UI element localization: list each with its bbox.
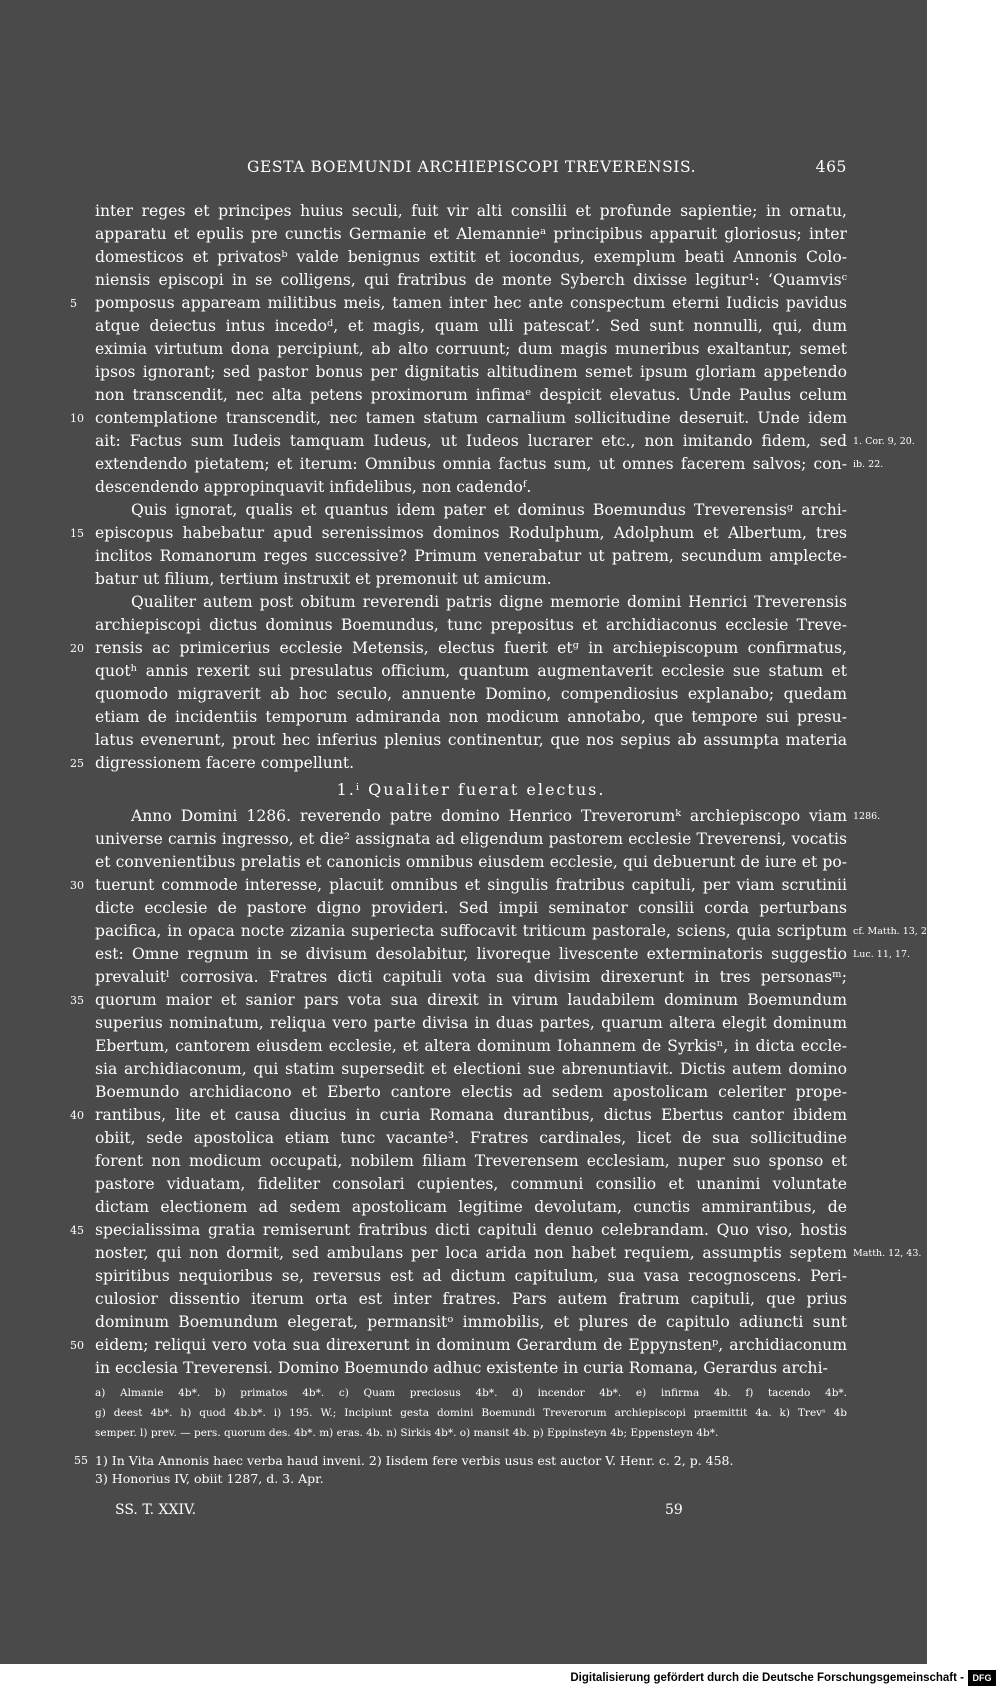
line-text: niensis episcopi in se colligens, qui fratribus de monte Syberch dixisse legitur¹: ‘Quamvisᶜ — [95, 271, 847, 289]
text-line — [70, 989, 847, 1012]
line-text: superius nominatum, reliqua vero parte divisa in duas partes, quarum altera elegit dominum — [95, 1014, 847, 1032]
text-line — [95, 545, 847, 568]
dfg-logo: DFG — [968, 1670, 996, 1686]
text-line — [95, 897, 847, 920]
text-line — [74, 1452, 847, 1470]
text-line — [70, 1219, 847, 1242]
line-number: 20 — [70, 642, 84, 655]
text-line — [95, 361, 847, 384]
line-text: quotʰ annis rexerit sui presulatus officium, quantum augmentaverit ecclesie sue statum et — [95, 662, 847, 680]
margin-reference: 1. Cor. 9, 20. — [853, 436, 915, 447]
text-line — [95, 591, 847, 614]
line-text: inclitos Romanorum reges successive? Primum venerabatur ut patrem, secundum amplecte- — [95, 547, 847, 565]
line-number: 25 — [70, 757, 84, 770]
line-text: dicte ecclesie de pastore digno provideri. Sed impii seminator consilii corda perturbans — [95, 899, 847, 917]
line-text: eidem; reliqui vero vota sua direxerunt in dominum Gerardum de Eppynstenᵖ, archidiaconum — [95, 1336, 847, 1354]
line-text: noster, qui non dormit, sed ambulans per loca arida non habet requiem, assumptis septem — [95, 1244, 847, 1262]
text-line — [95, 1058, 847, 1081]
line-text: Quis ignorat, qualis et quantus idem pater et dominus Boemundus Treverensisᵍ archi- — [131, 501, 847, 519]
line-text: batur ut filium, tertium instruxit et premonuit ut amicum. — [95, 570, 552, 588]
text-line — [95, 338, 847, 361]
line-text: rantibus, lite et causa diucius in curia Romana durantibus, dictus Ebertus cantor ibidem — [95, 1106, 847, 1124]
text-line — [95, 1470, 847, 1488]
line-text: Boemundo archidiacono et Eberto cantore electis ad sedem apostolicam celeriter prope- — [95, 1083, 847, 1101]
line-text: inter reges et principes huius seculi, fuit vir alti consilii et profunde sapientie; in ornatu, — [95, 202, 847, 220]
text-line — [95, 568, 847, 591]
signature-mark: SS. T. XXIV. — [115, 1502, 197, 1518]
line-number: 30 — [70, 879, 84, 892]
text-line — [95, 1357, 847, 1380]
text-line — [70, 637, 847, 660]
line-text: dictam electionem ad sedem apostolicam legitime devolutam, cunctis ammirantibus, de — [95, 1198, 847, 1216]
text-line — [95, 499, 847, 522]
text-line — [95, 828, 847, 851]
margin-reference: cf. Matth. 13, 25. — [853, 926, 936, 937]
line-text: 3) Honorius IV, obiit 1287, d. 3. Apr. — [95, 1471, 324, 1486]
apparatus-note: g) deest 4b*. h) quod 4b.b*. i) 195. W.; Incipiunt gesta domini Boemundi Treverorum archiepiscopi praemittit 4a. k) Trevˢ 4b — [95, 1407, 847, 1419]
text-line — [95, 476, 847, 499]
line-text: universe carnis ingresso, et die² assignata ad eligendum pastorem ecclesie Treverensi, vocatis — [95, 830, 847, 848]
text-line — [95, 729, 847, 752]
text-line — [95, 315, 847, 338]
margin-reference: 1286. — [853, 811, 881, 822]
line-text: Qualiter autem post obitum reverendi patris digne memorie domini Henrici Treverensis — [131, 593, 847, 611]
line-number: 35 — [70, 994, 84, 1007]
line-text: descendendo appropinquavit infidelibus, non cadendoᶠ. — [95, 478, 532, 496]
text-line — [95, 1265, 847, 1288]
line-text: archiepiscopi dictus dominus Boemundus, tunc prepositus et archidiaconus ecclesie Treve- — [95, 616, 847, 634]
line-number: 10 — [70, 412, 84, 425]
text-line — [95, 1173, 847, 1196]
text-line — [95, 1150, 847, 1173]
line-text: etiam de incidentiis temporum admiranda non modicum annotabo, que tempore sui presu- — [95, 708, 847, 726]
apparatus-note: a) Almanie 4b*. b) primatos 4b*. c) Quam preciosus 4b*. d) incendor 4b*. e) infirma 4b. f) tacendo 4b*. — [95, 1387, 847, 1399]
line-text: atque deiectus intus incedoᵈ, et magis, quam ulli patescat’. Sed sunt nonnulli, qui, dum — [95, 317, 847, 335]
dfg-credit: Digitalisierung gefördert durch die Deutsche Forschungsgemeinschaft - — [570, 1672, 964, 1684]
margin-reference: Matth. 12, 43. — [853, 1248, 922, 1259]
text-block-2 — [70, 805, 936, 1380]
line-text: non transcendit, nec alta petens proximorum infimaᵉ despicit elevatus. Unde Paulus celum — [95, 386, 847, 404]
text-line — [70, 874, 847, 897]
line-text: tuerunt commode interesse, placuit omnibus et singulis fratribus capituli, per viam scrutinii — [95, 876, 847, 894]
line-text: quomodo migraverit ab hoc seculo, annuente Domino, compendiosius explanabo; quedam — [95, 685, 847, 703]
text-line — [95, 920, 936, 943]
line-text: 1) In Vita Annonis haec verba haud inveni. 2) Iisdem fere verbis usus est auctor V. Henr. c. 2, p. 458. — [95, 1453, 734, 1468]
margin-reference: Luc. 11, 17. — [853, 949, 911, 960]
line-text: eximia virtutum dona percipiunt, ab alto corruunt; dum magis muneribus exaltantur, semet — [95, 340, 847, 358]
line-text: pomposus appaream militibus meis, tamen inter hec ante conspectum eterni Iudicis pavidus — [95, 294, 847, 312]
text-line — [95, 1012, 847, 1035]
chapter-heading: 1.ⁱ Qualiter fuerat electus. — [336, 780, 606, 799]
line-text: pacifica, in opaca nocte zizania superiecta suffocavit triticum pastorale, sciens, quia scriptum — [95, 922, 847, 940]
line-text: dominum Boemundum elegerat, permansitᵒ immobilis, et plures de capitulo adiuncti sunt — [95, 1313, 847, 1331]
text-line — [95, 1242, 922, 1265]
line-text: specialissima gratia remiserunt fratribus dicti capituli denuo celebrandam. Quo viso, hostis — [95, 1221, 847, 1239]
text-line — [95, 246, 847, 269]
line-text: Anno Domini 1286. reverendo patre domino Henrico Treverorumᵏ archiepiscopo viam — [131, 807, 847, 825]
page-number: 465 — [815, 158, 847, 176]
running-title: GESTA BOEMUNDI ARCHIEPISCOPI TREVERENSIS. — [247, 158, 697, 176]
line-text: domesticos et privatosᵇ valde benignus extitit et iocondus, exemplum beati Annonis Colo- — [95, 248, 847, 266]
signature-line — [95, 1502, 847, 1524]
text-line — [95, 453, 884, 476]
text-line — [95, 1311, 847, 1334]
line-text: episcopus habebatur apud serenissimos dominos Rodulphum, Adolphum et Albertum, tres — [95, 524, 847, 542]
text-line — [95, 1035, 847, 1058]
margin-reference: ib. 22. — [853, 459, 884, 470]
text-line — [95, 851, 847, 874]
text-line — [95, 706, 847, 729]
text-line — [95, 430, 915, 453]
text-line — [70, 1104, 847, 1127]
dfg-banner — [0, 1667, 1000, 1692]
line-text: digressionem facere compellunt. — [95, 754, 355, 772]
text-line — [95, 683, 847, 706]
line-text: pastore viduatam, fideliter consolari cupientes, communi consilio et unanimi voluntate — [95, 1175, 847, 1193]
text-line — [70, 752, 847, 775]
line-number: 40 — [70, 1109, 84, 1122]
text-line — [95, 805, 881, 828]
text-line — [70, 292, 847, 315]
text-line — [95, 1196, 847, 1219]
text-line — [95, 384, 847, 407]
text-line — [95, 200, 847, 223]
line-text: est: Omne regnum in se divisum desolabitur, livoreque livescente exterminatoris suggestio — [95, 945, 847, 963]
text-line — [95, 660, 847, 683]
line-text: obiit, sede apostolica etiam tunc vacante³. Fratres cardinales, licet de sua sollicitudine — [95, 1129, 847, 1147]
line-text: spiritibus nequioribus se, reversus est ad dictum capitulum, sua vasa recognoscens. Peri- — [95, 1267, 847, 1285]
line-number: 45 — [70, 1224, 84, 1237]
line-number: 15 — [70, 527, 84, 540]
line-text: prevaluitˡ corrosiva. Fratres dicti capituli vota sua divisim direxerunt in tres personasᵐ; — [95, 968, 847, 986]
apparatus-note: semper. l) prev. — pers. quorum des. 4b*. m) eras. 4b. n) Sirkis 4b*. o) mansit 4b. p) Eppinsteyn 4b; Eppensteyn 4b*. — [95, 1427, 719, 1439]
line-number: 5 — [70, 297, 77, 310]
text-line — [95, 614, 847, 637]
line-text: ipsos ignorant; sed pastor bonus per dignitatis altitudinem semet ipsum gloriam appetendo — [95, 363, 847, 381]
footnotes — [74, 1452, 847, 1488]
text-line — [95, 966, 847, 989]
line-text: in ecclesia Treverensi. Domino Boemundo adhuc existente in curia Romana, Gerardus archi- — [95, 1359, 828, 1377]
line-text: sia archidiaconum, qui statim supersedit et electioni sue abrenuntiavit. Dictis autem domino — [95, 1060, 847, 1078]
line-text: quorum maior et sanior pars vota sua direxit in virum laudabilem dominum Boemundum — [95, 991, 847, 1009]
text-line — [95, 943, 911, 966]
line-text: latus evenerunt, prout hec inferius plenius continentur, que nos sepius ab assumpta materia — [95, 731, 847, 749]
text-line — [95, 269, 847, 292]
text-line — [95, 223, 847, 246]
text-line — [70, 522, 847, 545]
line-text: extendendo pietatem; et iterum: Omnibus omnia factus sum, ut omnes facerem salvos; con- — [95, 455, 847, 473]
line-text: Ebertum, cantorem eiusdem ecclesie, et altera dominum Iohannem de Syrkisⁿ, in dicta eccle- — [95, 1037, 847, 1055]
text-line — [95, 1127, 847, 1150]
line-text: apparatu et epulis pre cunctis Germanie et Alemannieᵃ principibus apparuit gloriosus; inter — [95, 225, 847, 243]
line-text: forent non modicum occupati, nobilem filiam Treverensem ecclesiam, nuper suo sponso et — [95, 1152, 847, 1170]
text-block-1 — [70, 200, 915, 775]
line-text: contemplatione transcendit, nec tamen statum carnalium sollicitudine deseruit. Unde idem — [95, 409, 847, 427]
sheet-number: 59 — [665, 1502, 683, 1518]
apparatus-notes — [95, 1383, 847, 1443]
main-text — [70, 200, 936, 1380]
line-number: 55 — [74, 1454, 88, 1467]
line-number: 50 — [70, 1339, 84, 1352]
text-line — [95, 1288, 847, 1311]
text-line — [95, 1081, 847, 1104]
line-text: ait: Factus sum Iudeis tamquam Iudeus, ut Iudeos lucrarer etc., non imitando fidem, sed — [95, 432, 847, 450]
text-line — [70, 407, 847, 430]
line-text: et convenientibus prelatis et canonicis omnibus eiusdem ecclesie, qui debuerunt de iure et po- — [95, 853, 847, 871]
line-text: rensis ac primicerius ecclesie Metensis, electus fuerit etᵍ in archiepiscopum confirmatus, — [95, 639, 847, 657]
line-text: culosior dissentio iterum orta est inter fratres. Pars autem fratrum capituli, que prius — [95, 1290, 847, 1308]
text-line — [70, 1334, 847, 1357]
